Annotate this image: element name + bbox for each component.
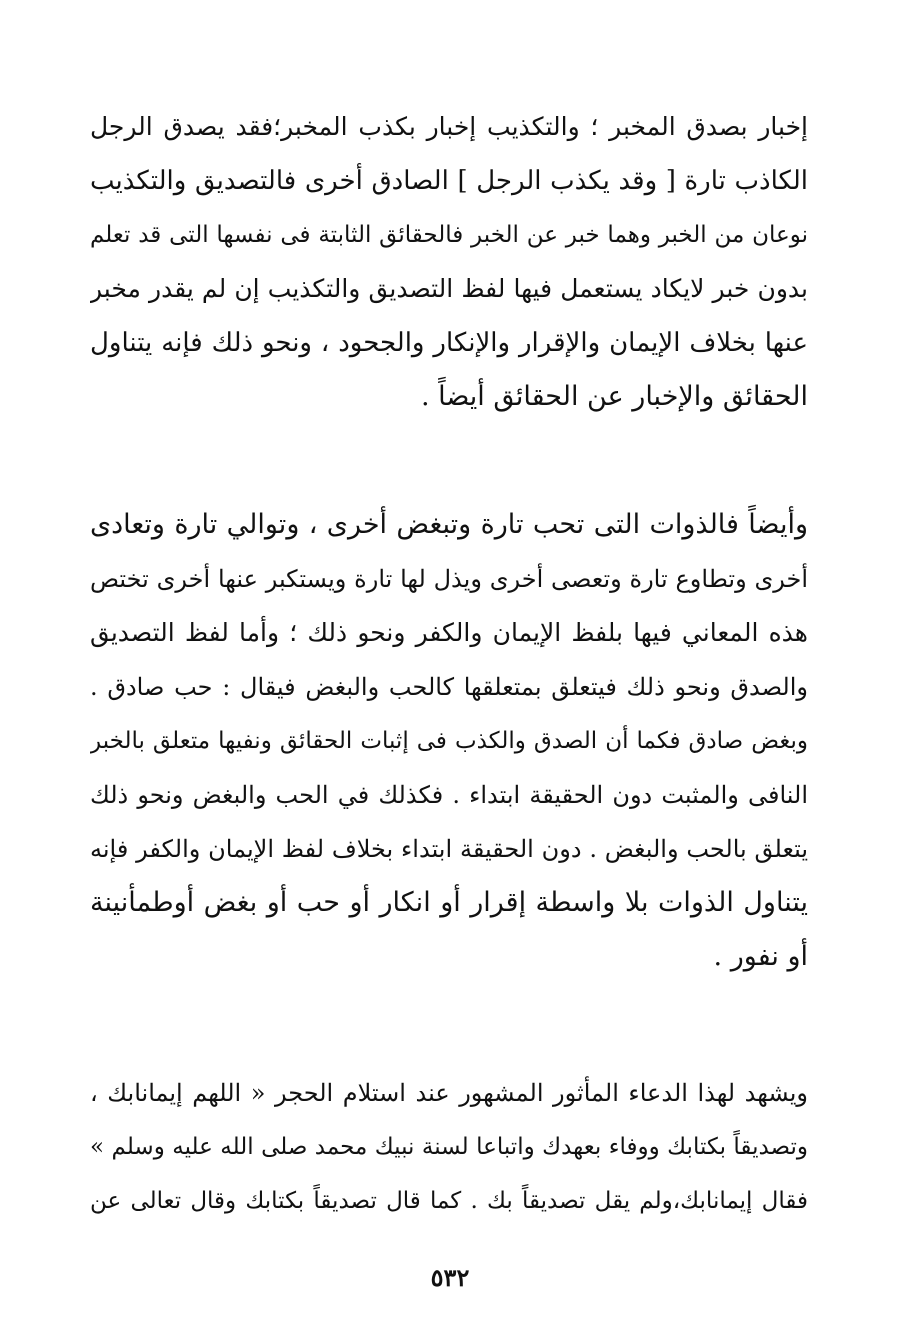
text-line: والصدق ونحو ذلك فيتعلق بمتعلقها كالحب والبغض فيقال : حب صادق . <box>90 673 808 701</box>
page-number: ٥٣٢ <box>430 1263 470 1292</box>
text-line: أخرى وتطاوع تارة وتعصى أخرى ويذل لها تارة ويستكبر عنها أخرى تختص <box>90 565 808 593</box>
text-line: ويشهد لهذا الدعاء المأثور المشهور عند استلام الحجر « اللهم إيمانابك ، <box>90 1079 808 1107</box>
text-line: فقال إيمانابك،ولم يقل تصديقاً بك . كما قال تصديقاً بكتابك وقال تعالى عن <box>90 1188 808 1214</box>
text-line: الكاذب تارة [ وقد يكذب الرجل ] الصادق أخرى فالتصديق والتكذيب <box>90 166 808 196</box>
text-line: وبغض صادق فكما أن الصدق والكذب فى إثبات الحقائق ونفيها متعلق بالخبر <box>90 728 808 754</box>
text-line: إخبار بصدق المخبر ؛ والتكذيب إخبار بكذب المخبر؛فقد يصدق الرجل <box>90 112 808 141</box>
text-line: عنها بخلاف الإيمان والإقرار والإنكار والجحود ، ونحو ذلك فإنه يتناول <box>90 328 808 358</box>
text-line: النافى والمثبت دون الحقيقة ابتداء . فكذلك في الحب والبغض ونحو ذلك <box>90 781 808 809</box>
text-line: وتصديقاً بكتابك ووفاء بعهدك واتباعا لسنة نبيك محمد صلى الله عليه وسلم » <box>90 1134 808 1160</box>
paragraph-1 <box>90 100 808 424</box>
text-line: بدون خبر لايكاد يستعمل فيها لفظ التصديق والتكذيب إن لم يقدر مخبر <box>90 274 808 303</box>
paragraph-3 <box>90 1066 808 1228</box>
text-line: هذه المعاني فيها بلفظ الإيمان والكفر ونحو ذلك ؛ وأما لفظ التصديق <box>90 618 808 647</box>
text-line: الحقائق والإخبار عن الحقائق أيضاً . <box>420 381 808 412</box>
text-line: يتناول الذوات بلا واسطة إقرار أو انكار أو حب أو بغض أوطمأنينة <box>90 887 808 918</box>
text-line: يتعلق بالحب والبغض . دون الحقيقة ابتداء بخلاف لفظ الإيمان والكفر فإنه <box>90 835 808 863</box>
text-line: وأيضاً فالذوات التى تحب تارة وتبغض أخرى ، وتوالي تارة وتعادى <box>90 509 808 540</box>
text-line: أو نفور . <box>713 941 808 972</box>
text-line: نوعان من الخبر وهما خبر عن الخبر فالحقائق الثابتة فى نفسها التى قد تعلم <box>90 222 808 248</box>
paragraph-2 <box>90 498 808 984</box>
